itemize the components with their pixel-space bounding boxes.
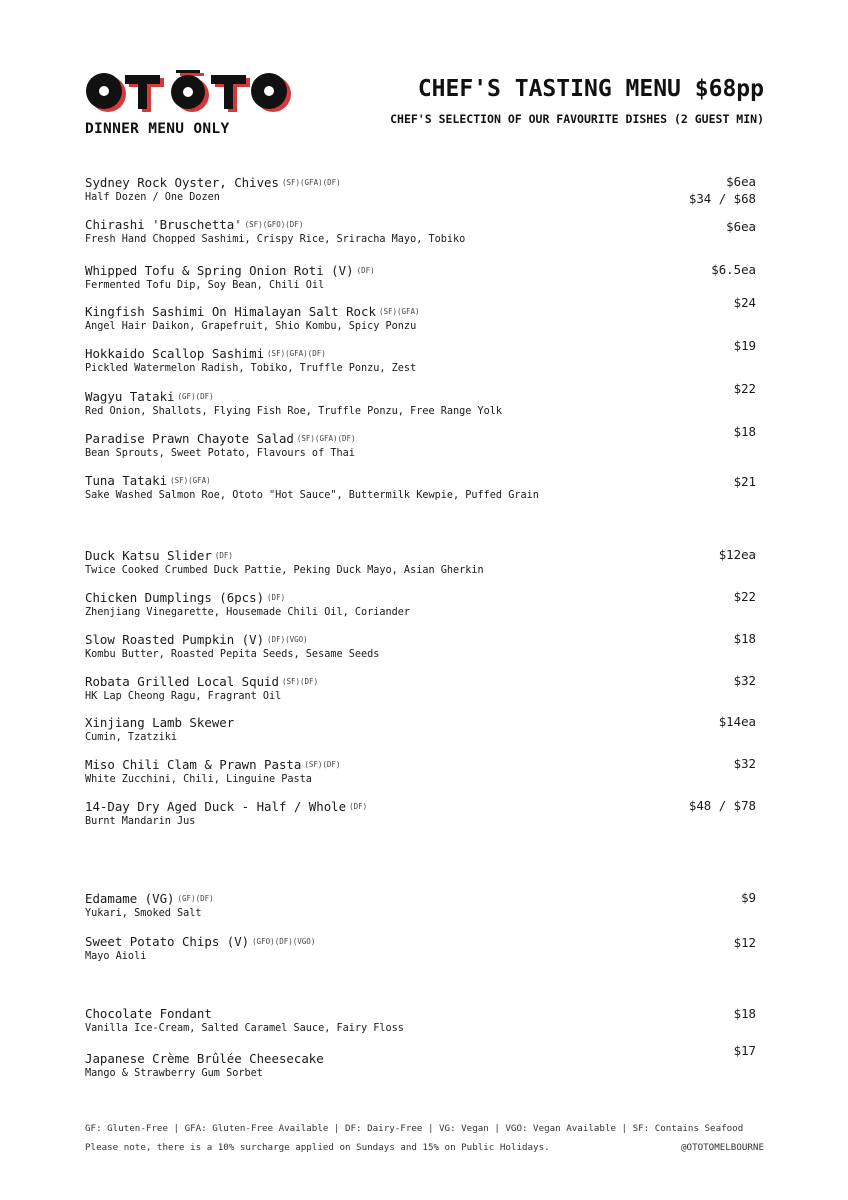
dietary-legend: GF: Gluten-Free | GFA: Gluten-Free Available | DF: Dairy-Free | VG: Vegan | VGO: Vegan Available | SF: Contains Seafood: [85, 1123, 744, 1134]
menu-item: [85, 1005, 756, 1036]
menu-item: [85, 798, 756, 829]
menu-item: [85, 631, 756, 662]
menu-item-name: [85, 933, 756, 950]
page-subtitle: CHEF'S SELECTION OF OUR FAVOURITE DISHES (2 GUEST MIN): [390, 112, 764, 126]
menu-item: [85, 345, 756, 376]
menu-item: [85, 472, 756, 503]
menu-item: [85, 933, 756, 964]
menu-item-title: Japanese Crème Brûlée Cheesecake: [85, 1051, 324, 1066]
menu-item-name: [85, 1050, 756, 1067]
menu-item-price: $6ea: [726, 219, 756, 234]
menu-item-title: Sydney Rock Oyster, Chives: [85, 175, 279, 190]
menu-item-description: Sake Washed Salmon Roe, Ototo "Hot Sauce", Buttermilk Kewpie, Puffed Grain: [85, 490, 539, 501]
menu-item-description: Fermented Tofu Dip, Soy Bean, Chili Oil: [85, 280, 325, 291]
dietary-tags: (SF)(GFA): [378, 307, 420, 316]
dietary-tags: (DF)(VGO): [267, 635, 308, 644]
surcharge-note: Please note, there is a 10% surcharge applied on Sundays and 15% on Public Holidays.: [85, 1142, 550, 1153]
menu-item-price: $18: [733, 424, 756, 439]
menu-item-name: [85, 890, 756, 907]
menu-item-title: 14-Day Dry Aged Duck - Half / Whole: [85, 799, 347, 814]
menu-item-description: Twice Cooked Crumbed Duck Pattie, Peking Duck Mayo, Asian Gherkin: [85, 565, 484, 576]
menu-item-title: Miso Chili Clam & Prawn Pasta: [85, 757, 302, 772]
menu-item-price: $14ea: [718, 714, 756, 729]
dietary-tags: (SF)(GFO)(DF): [244, 220, 304, 229]
dietary-tags: (GF)(DF): [177, 894, 214, 903]
menu-item-price-secondary: $34 / $68: [688, 191, 756, 206]
menu-item-price: $9: [741, 890, 756, 905]
menu-item-name: [85, 547, 756, 564]
menu-item-description: Red Onion, Shallots, Flying Fish Roe, Truffle Ponzu, Free Range Yolk: [85, 406, 503, 417]
menu-item-name: [85, 388, 756, 405]
menu-item-price: $17: [733, 1043, 756, 1058]
menu-item-name: [85, 1005, 756, 1022]
dietary-tags: (DF): [267, 593, 286, 602]
ototo-logo: [84, 70, 294, 116]
menu-item-title: Hokkaido Scallop Sashimi: [85, 346, 265, 361]
menu-item-description: Fresh Hand Chopped Sashimi, Crispy Rice, Sriracha Mayo, Tobiko: [85, 234, 466, 245]
menu-item-title: Chirashi 'Bruschetta': [85, 217, 242, 232]
menu-item-name: [85, 174, 756, 191]
menu-item-name: [85, 756, 756, 773]
menu-item-title: Tuna Tataki: [85, 473, 168, 488]
menu-item: [85, 262, 756, 293]
menu-item-title: Duck Katsu Slider: [85, 548, 212, 563]
menu-item: [85, 547, 756, 578]
dietary-tags: (DF): [356, 266, 375, 275]
page-title: CHEF'S TASTING MENU $68pp: [417, 76, 764, 102]
instagram-handle: @OTOTOMELBOURNE: [681, 1142, 764, 1153]
menu-item-description: Bean Sprouts, Sweet Potato, Flavours of Thai: [85, 448, 355, 459]
menu-item-price: $19: [733, 338, 756, 353]
dietary-tags: (GFO)(DF)(VGO): [252, 937, 316, 946]
menu-item-price: $12ea: [718, 547, 756, 562]
menu-item-description: Vanilla Ice-Cream, Salted Caramel Sauce, Fairy Floss: [85, 1023, 404, 1034]
menu-item: [85, 174, 756, 205]
menu-item-name: [85, 472, 756, 489]
menu-item-price: $21: [733, 474, 756, 489]
menu-item-name: [85, 631, 756, 648]
menu-item-price: $24: [733, 295, 756, 310]
menu-item-description: Cumin, Tzatziki: [85, 732, 178, 743]
menu-item-title: Sweet Potato Chips (V): [85, 934, 250, 949]
menu-item-name: [85, 430, 756, 447]
menu-item-title: Paradise Prawn Chayote Salad: [85, 431, 294, 446]
dietary-tags: (SF)(GFA)(DF): [281, 178, 341, 187]
menu-item-price: $22: [733, 589, 756, 604]
menu-item: [85, 388, 756, 419]
menu-item-name: [85, 262, 756, 279]
dietary-tags: (SF)(GFA)(DF): [296, 434, 356, 443]
menu-item-description: Mayo Aioli: [85, 951, 147, 962]
menu-item: [85, 673, 756, 704]
dietary-tags: (SF)(GFA)(DF): [267, 349, 326, 358]
menu-item-price: $18: [733, 1006, 756, 1021]
menu-item-name: [85, 345, 756, 362]
menu-item-price: $32: [733, 673, 756, 688]
menu-item-name: [85, 714, 756, 731]
dietary-tags: (GF)(DF): [177, 392, 214, 401]
menu-item-description: White Zucchini, Chili, Linguine Pasta: [85, 774, 312, 785]
menu-item-name: [85, 589, 756, 606]
menu-item-description: Mango & Strawberry Gum Sorbet: [85, 1068, 263, 1079]
menu-item-description: Angel Hair Daikon, Grapefruit, Shio Kombu, Spicy Ponzu: [85, 321, 417, 332]
dinner-menu-label: DINNER MENU ONLY: [85, 121, 230, 137]
menu-item: [85, 216, 756, 247]
menu-item-title: Kingfish Sashimi On Himalayan Salt Rock: [85, 304, 376, 319]
dietary-tags: (DF): [349, 802, 368, 811]
menu-item-description: Burnt Mandarin Jus: [85, 816, 196, 827]
menu-item-title: Whipped Tofu & Spring Onion Roti (V): [85, 263, 354, 278]
menu-item-description: Kombu Butter, Roasted Pepita Seeds, Sesame Seeds: [85, 649, 380, 660]
menu-item: [85, 430, 756, 461]
menu-item-price: $22: [733, 381, 756, 396]
menu-item: [85, 303, 756, 334]
menu-item-name: [85, 673, 756, 690]
dietary-tags: (SF)(DF): [281, 677, 319, 686]
menu-item: [85, 890, 756, 921]
menu-item-description: Half Dozen / One Dozen: [85, 192, 220, 203]
menu-item-title: Chocolate Fondant: [85, 1006, 212, 1021]
menu-item-price: $6ea: [726, 174, 756, 189]
menu-item-description: HK Lap Cheong Ragu, Fragrant Oil: [85, 691, 282, 702]
menu-item-title: Xinjiang Lamb Skewer: [85, 715, 235, 730]
menu-item-price: $12: [733, 935, 756, 950]
menu-item-title: Wagyu Tataki: [85, 389, 175, 404]
dietary-tags: (DF): [214, 551, 233, 560]
menu-item-price: $6.5ea: [711, 262, 756, 277]
menu-item: [85, 714, 756, 745]
menu-item-description: Pickled Watermelon Radish, Tobiko, Truffle Ponzu, Zest: [85, 363, 417, 374]
menu-item-name: [85, 216, 756, 233]
menu-item: [85, 756, 756, 787]
menu-item-title: Robata Grilled Local Squid: [85, 674, 279, 689]
menu-item-price: $32: [733, 756, 756, 771]
menu-item-description: Yukari, Smoked Salt: [85, 908, 202, 919]
menu-item-price: $48 / $78: [688, 798, 756, 813]
menu-item-price: $18: [733, 631, 756, 646]
dietary-tags: (SF)(DF): [304, 760, 341, 769]
dietary-tags: (SF)(GFA): [170, 476, 211, 485]
menu-item: [85, 1050, 756, 1081]
menu-item-title: Edamame (VG): [85, 891, 175, 906]
menu-item: [85, 589, 756, 620]
menu-item-name: [85, 303, 756, 320]
ototo-logo-mark: [84, 70, 294, 116]
menu-item-title: Slow Roasted Pumpkin (V): [85, 632, 265, 647]
menu-item-name: [85, 798, 756, 815]
menu-item-title: Chicken Dumplings (6pcs): [85, 590, 265, 605]
menu-item-description: Zhenjiang Vinegarette, Housemade Chili Oil, Coriander: [85, 607, 411, 618]
